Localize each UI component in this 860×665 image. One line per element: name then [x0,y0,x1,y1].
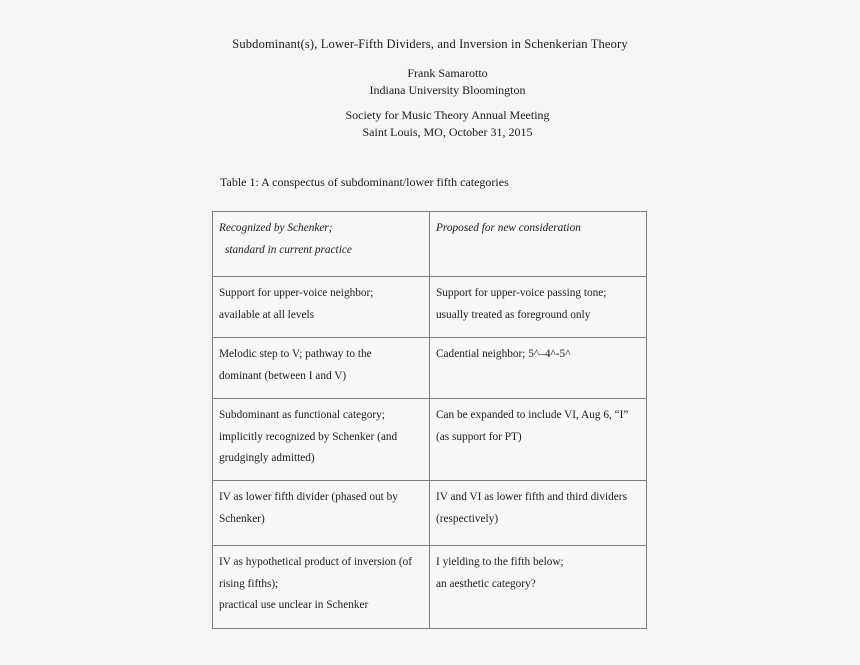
table-row [213,277,647,338]
conference-name: Society for Music Theory Annual Meeting [345,108,550,122]
table-cell-right [430,338,647,399]
table-cell-right [430,399,647,481]
cell-line: Subdominant as functional category; [219,409,385,421]
table-cell-right [430,546,647,629]
cell-line: practical use unclear in Schenker [219,599,369,611]
table-cell-left [213,338,430,399]
cell-line: grudgingly admitted) [219,452,315,464]
table-row [213,546,647,629]
cell-line: Support for upper-voice passing tone; [436,287,607,299]
table-row [213,481,647,546]
cell-line: Can be expanded to include VI, Aug 6, “I” [436,409,629,421]
cell-line: Melodic step to V; pathway to the [219,348,372,360]
header-left-line-2: standard in current practice [225,243,352,256]
table-header-row [213,212,647,277]
conference-location-date: Saint Louis, MO, October 31, 2015 [362,124,533,139]
cell-line: rising fifths); [219,577,279,590]
cell-line: (as support for PT) [436,430,522,443]
cell-line: I yielding to the fifth below; [436,556,564,568]
cell-line: implicitly recognized by Schenker (and [219,430,398,443]
title-block [0,36,860,53]
author-affiliation: Indiana University Bloomington [369,82,526,97]
table-cell-left [213,277,430,338]
cell-line: IV and VI as lower fifth and third dividers [436,491,627,503]
header-right-line-1: Proposed for new consideration [436,222,581,234]
cell-line: dominant (between I and V) [219,369,347,382]
table-row [213,399,647,481]
header-left-line-1: Recognized by Schenker; [219,222,333,234]
cell-line: (respectively) [436,512,499,525]
cell-line: Cadential neighbor; 5^–4^-5^ [436,348,571,360]
table-caption: Table 1: A conspectus of subdominant/lower fifth categories [220,175,509,189]
table-cell-left [213,481,430,546]
table-cell-left [213,546,430,629]
table-cell-right [430,481,647,546]
cell-line: an aesthetic category? [436,577,536,590]
table-header-cell-left [213,212,430,277]
cell-line: Schenker) [219,512,265,525]
document-title: Subdominant(s), Lower-Fifth Dividers, and Inversion in Schenkerian Theory [232,37,628,51]
cell-line: IV as hypothetical product of inversion (of [219,556,413,568]
cell-line: IV as lower fifth divider (phased out by [219,491,398,503]
table-cell-right [430,277,647,338]
author-name: Frank Samarotto [407,66,488,80]
table-row [213,338,647,399]
venue-block [0,107,860,140]
cell-line: available at all levels [219,308,315,321]
table-header-cell-right [430,212,647,277]
table-cell-left [213,399,430,481]
conspectus-table [212,211,647,629]
cell-line: Support for upper-voice neighbor; [219,287,374,299]
byline-block [0,65,860,98]
cell-line: usually treated as foreground only [436,308,591,321]
